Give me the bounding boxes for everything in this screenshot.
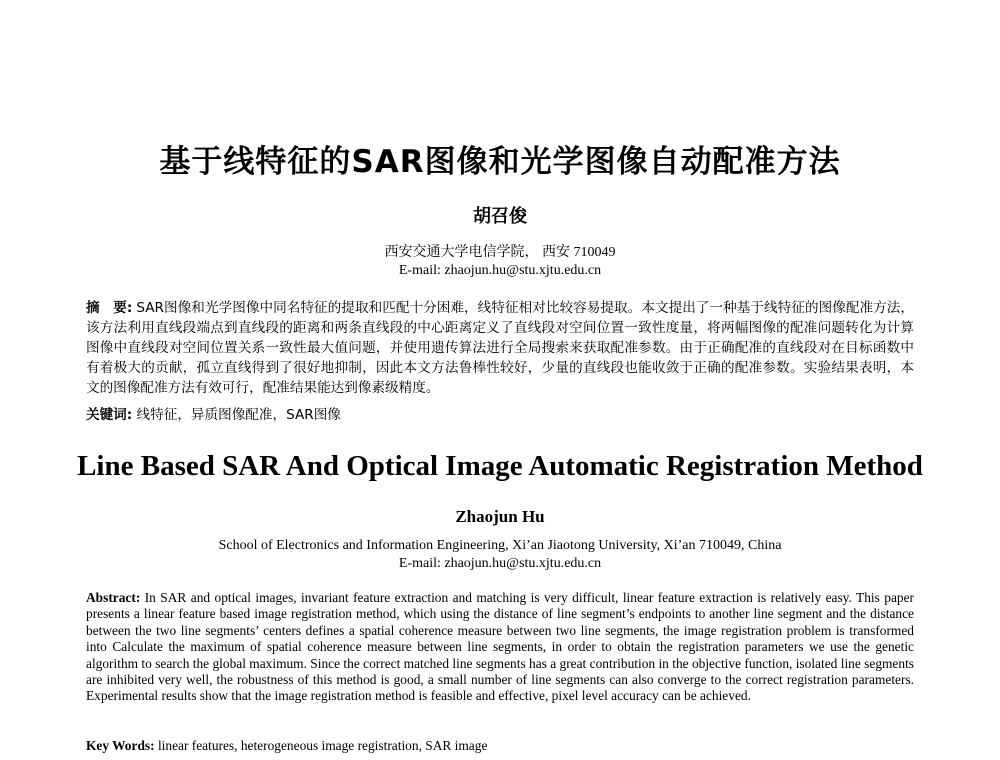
chinese-abstract-text: SAR图像和光学图像中同名特征的提取和匹配十分困难，线特征相对比较容易提取。本文提出了一种基于线特征的图像配准方法，该方法利用直线段端点到直线段的距离和两条直线段的中心距离定义了直线段对空间位置一致性度量，将两幅图像的配准问题转化为计算图像中直线段对空间位置关系一致性最大值问题，并使用遗传算法进行全局搜索来获取配准参数。由于正确配准的直线段对在目标函数中有着极大的贡献，孤立直线得到了很好地抑制，因此本文方法鲁棒性较好，少量的直线段也能收敛于正确的配准参数。实验结果表明，本文的图像配准方法有效可行，配准结果能达到像素级精度。 (86, 300, 915, 396)
chinese-keywords-text: 线特征，异质图像配准，SAR图像 (136, 407, 341, 423)
english-title: Line Based SAR And Optical Image Automatic Registration Method (77, 450, 923, 482)
chinese-email: E-mail: zhaojun.hu@stu.xjtu.edu.cn (398, 263, 602, 278)
english-keywords (86, 738, 914, 754)
chinese-author: 胡召俊 (473, 206, 527, 227)
chinese-abstract-label: 摘 要: (86, 300, 133, 316)
english-abstract (86, 590, 914, 705)
chinese-keywords (86, 405, 914, 425)
english-keywords-text: linear features, heterogeneous image registration, SAR image (157, 738, 488, 753)
english-author: Zhaojun Hu (455, 507, 545, 526)
english-abstract-label: Abstract: (86, 590, 141, 605)
chinese-title: 基于线特征的SAR图像和光学图像自动配准方法 (159, 144, 841, 180)
english-affiliation-block (0, 537, 1000, 573)
chinese-abstract (86, 298, 914, 398)
english-email: E-mail: zhaojun.hu@stu.xjtu.edu.cn (398, 556, 602, 571)
english-affiliation: School of Electronics and Information Engineering, Xi’an Jiaotong University, Xi’an 710049, China (218, 538, 782, 553)
english-keywords-label: Key Words: (86, 738, 155, 753)
chinese-keywords-label: 关键词: (86, 407, 133, 423)
english-abstract-text: In SAR and optical images, invariant feature extraction and matching is very difficult, linear feature extraction is relatively easy. This paper presents a linear feature based image registration method, which using the distance of line segment’s endpoints to another line segment and the distance between the two line segments’ centers defines a spatial coherence measure between two line segments, the image registration problem is transformed into Calculate the maximum of spatial coherence measure between line segments, in order to obtain the registration parameters we use the genetic algorithm to search the global maximum. Since the correct matched line segments has a great contribution in the objective function, isolated line segments are inhibited very well, the robustness of this method is good, a small number of line segments can also converge to the correct registration parameters. Experimental results show that the image registration method is feasible and effective, pixel level accuracy can be achieved. (86, 590, 914, 704)
chinese-affiliation-block (0, 244, 1000, 280)
chinese-affiliation: 西安交通大学电信学院， 西安 710049 (384, 245, 616, 260)
